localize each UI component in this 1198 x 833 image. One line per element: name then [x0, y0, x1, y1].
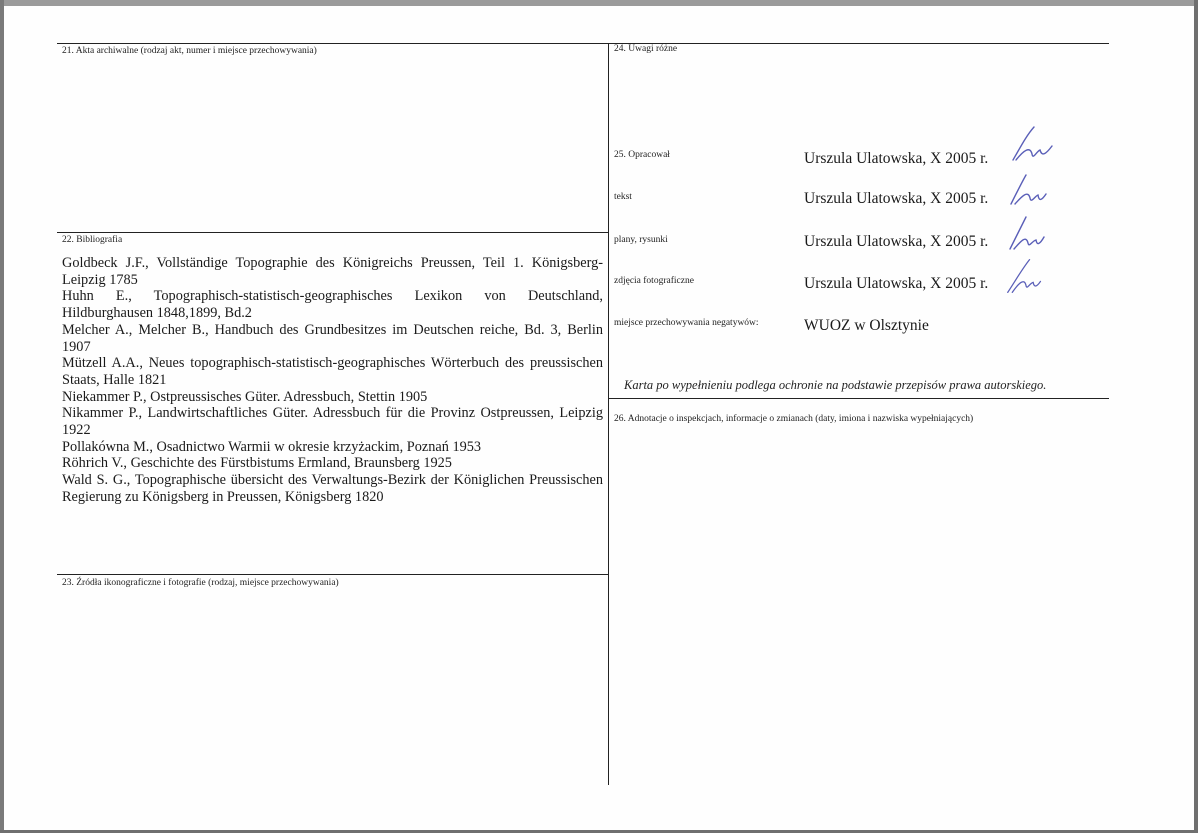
drawings-author-value: Urszula Ulatowska, X 2005 r. [804, 233, 989, 250]
photos-author-value: Urszula Ulatowska, X 2005 r. [804, 275, 989, 292]
bibliography-entry: Nikammer P., Landwirtschaftliches Güter. Adressbuch für die Provinz Ostpreussen, Leipzig 1922 [62, 405, 603, 439]
column-divider [608, 43, 609, 785]
bibliography-entry: Wald S. G., Topographische übersicht des Verwaltungs-Bezirk der Königlichen Preussischen Regierung zu Königsberg in Preussen, Königsberg 1820 [62, 472, 603, 505]
rule-22-23 [57, 574, 608, 575]
top-rule [57, 43, 1109, 44]
bibliography-entry: Mützell A.A., Neues topographisch-statistisch-geographisches Wörterbuch des preussischen Staats, Halle 1821 [62, 355, 603, 388]
scan-border-right [1194, 0, 1198, 833]
bibliography-entry: Melcher A., Melcher B., Handbuch des Grundbesitzes im Deutschen reiche, Bd. 3, Berlin 1907 [62, 321, 603, 355]
negatives-location-label: miejsce przechowywania negatywów: [614, 318, 759, 328]
bibliography-entry: Goldbeck J.F., Vollständige Topographie des Königreichs Preussen, Teil 1. Königsberg-Leipzig 1785 [62, 255, 603, 288]
copyright-note: Karta po wypełnieniu podlega ochronie na podstawie przepisów prawa autorskiego. [624, 378, 1047, 392]
negatives-location-value: WUOZ w Olsztynie [804, 317, 929, 334]
bibliography-list [62, 255, 603, 506]
section-21-label: 21. Akta archiwalne (rodzaj akt, numer i miejsce przechowywania) [62, 46, 317, 56]
text-author-label: tekst [614, 192, 632, 202]
rule-25-26 [608, 398, 1109, 399]
handwritten-signature-icon [1008, 170, 1054, 210]
section-24-label: 24. Uwagi różne [614, 44, 678, 54]
handwritten-signature-icon [1010, 124, 1056, 164]
drawings-author-label: plany, rysunki [614, 235, 668, 245]
bibliography-entry: Huhn E., Topographisch-statistisch-geographisches Lexikon von Deutschland, Hildburghausen 1848,1899, Bd.2 [62, 288, 603, 322]
text-author-value: Urszula Ulatowska, X 2005 r. [804, 190, 989, 207]
prepared-by-label: 25. Opracował [614, 150, 670, 160]
bibliography-entry: Niekammer P., Ostpreussisches Güter. Adressbuch, Stettin 1905 [62, 388, 428, 405]
handwritten-signature-icon [1006, 213, 1052, 253]
rule-21-22 [57, 232, 608, 233]
bibliography-entry: Pollakówna M., Osadnictwo Warmii w okresie krzyżackim, Poznań 1953 [62, 438, 482, 455]
handwritten-signature-icon [1002, 256, 1048, 296]
section-26-label: 26. Adnotacje o inspekcjach, informacje o zmianach (daty, imiona i nazwiska wypełniających) [614, 414, 974, 424]
section-23-label: 23. Źródła ikonograficzne i fotografie (rodzaj, miejsce przechowywania) [62, 578, 339, 588]
photos-author-label: zdjęcia fotograficzne [614, 276, 694, 286]
prepared-by-value: Urszula Ulatowska, X 2005 r. [804, 150, 989, 167]
section-22-label: 22. Bibliografia [62, 235, 123, 245]
bibliography-entry: Röhrich V., Geschichte des Fürstbistums Ermland, Braunsberg 1925 [62, 455, 452, 472]
